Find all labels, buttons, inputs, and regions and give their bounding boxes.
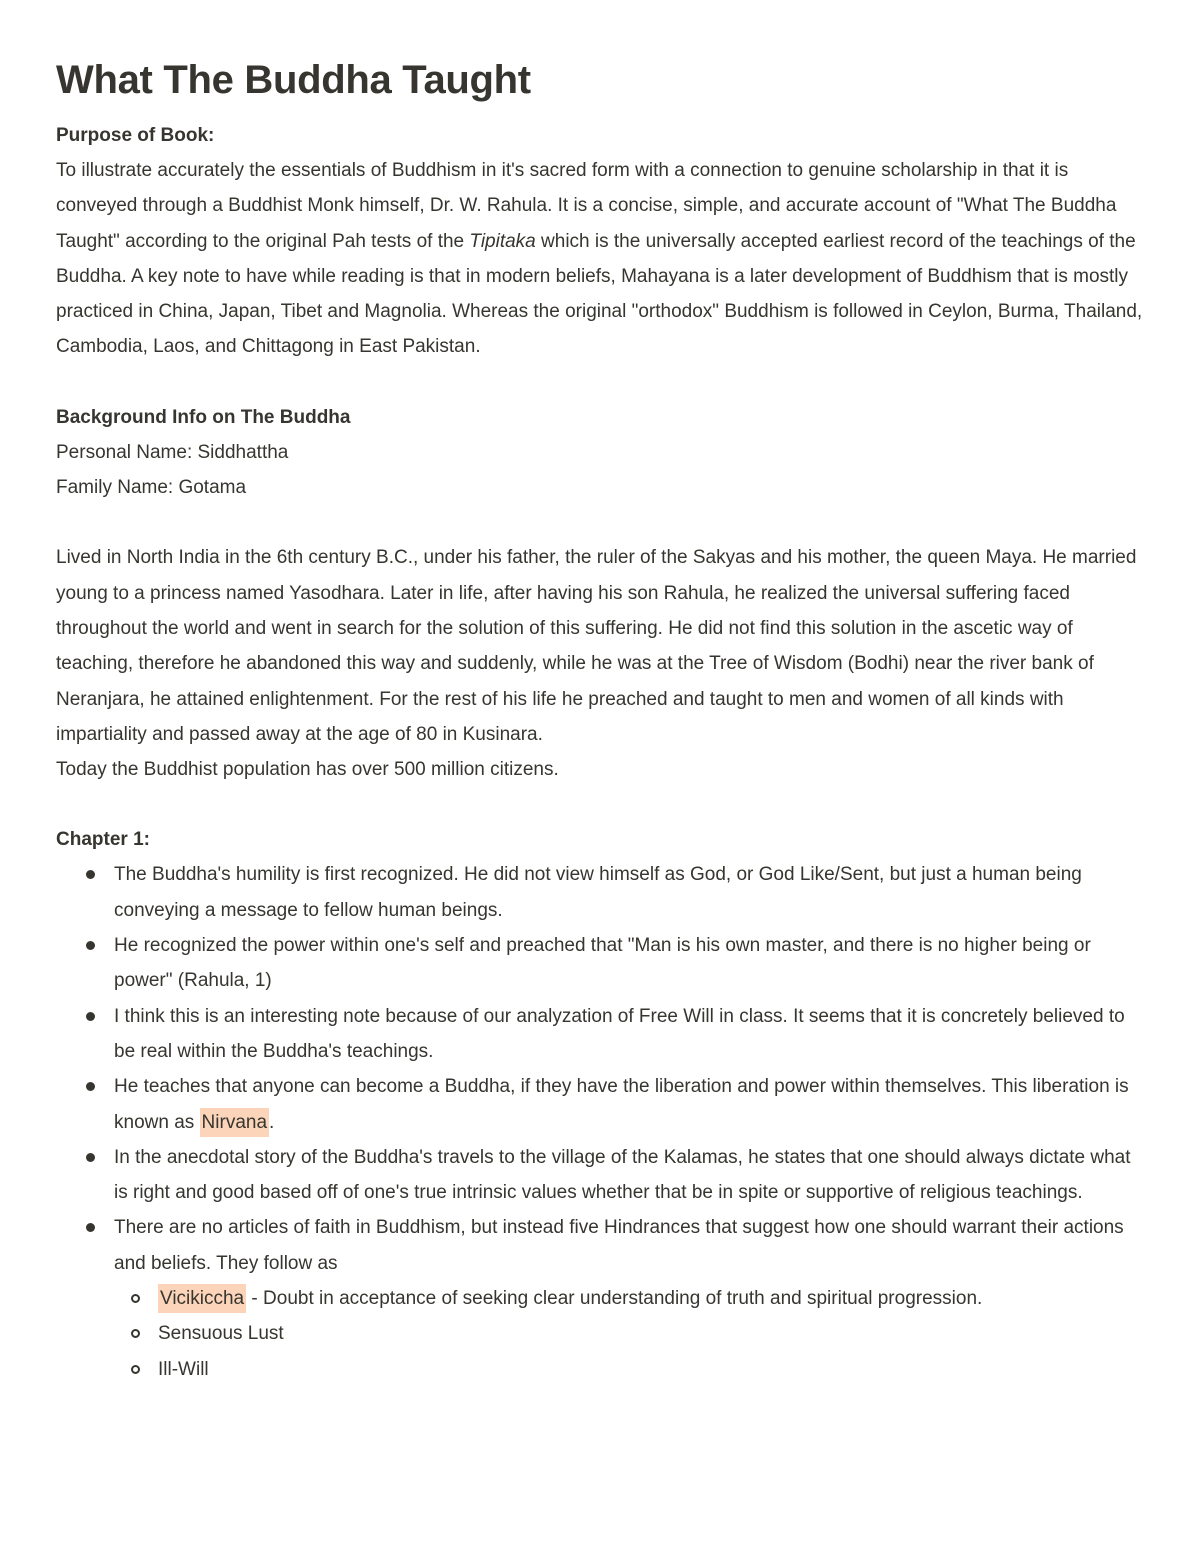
bullet-4-text: He teaches that anyone can become a Buddha, if they have the liberation and power within themselves. This liberation is known as (114, 1076, 1129, 1133)
sub-list-item: Sensuous Lust (114, 1316, 1146, 1351)
vicikiccha-text: - Doubt in acceptance of seeking clear understanding of truth and spiritual progression. (246, 1288, 983, 1310)
list-item: The Buddha's humility is first recognized. He did not view himself as God, or God Like/Sent, but just a human being conveying a message to fellow human beings. (56, 857, 1146, 928)
population-paragraph: Today the Buddhist population has over 500 million citizens. (56, 759, 559, 781)
bullet-6-text: There are no articles of faith in Buddhism, but instead five Hindrances that suggest how one should warrant their actions and beliefs. They follow as (114, 1217, 1124, 1274)
sub-list-item (114, 1281, 1146, 1316)
hindrances-list (114, 1281, 1146, 1387)
purpose-text-1: To illustrate accurately the essentials of Buddhism in it's sacred form with a connection to genuine scholarship in that it is conveyed through a Buddhist Monk himself, Dr. W. Rahula. It is a concise, simple, and accurate account of "What The Buddha Taught" according to the original Pah tests of the (56, 160, 1117, 252)
bullet-4-end: . (269, 1111, 275, 1133)
list-item: In the anecdotal story of the Buddha's travels to the village of the Kalamas, he states that one should always dictate what is right and good based off of one's true intrinsic values whether that be in spite or supportive of religious teachings. (56, 1140, 1146, 1211)
page-title: What The Buddha Taught (56, 58, 531, 102)
chapter1-list (56, 857, 1146, 1386)
purpose-heading: Purpose of Book: (56, 125, 215, 146)
list-item (56, 1210, 1146, 1386)
purpose-text-2: which is the universally accepted earliest record of the teachings of the Buddha. A key note to have while reading is that in modern beliefs, Mahayana is a later development of Buddhism that is mostly practiced in China, Japan, Tibet and Magnolia. Whereas the original "orthodox" Buddhism is followed in Ceylon, Burma, Thailand, Cambodia, Laos, and Chittagong in East Pakistan. (56, 230, 1143, 358)
chapter1-heading: Chapter 1: (56, 829, 150, 851)
tipitaka-italic: Tipitaka (469, 230, 536, 252)
list-item: He recognized the power within one's self and preached that "Man is his own master, and there is no higher being or power" (Rahula, 1) (56, 928, 1146, 999)
list-item: I think this is an interesting note because of our analyzation of Free Will in class. It seems that it is concretely believed to be real within the Buddha's teachings. (56, 999, 1146, 1070)
nirvana-highlight: Nirvana (200, 1108, 269, 1137)
family-name: Family Name: Gotama (56, 477, 247, 499)
personal-name: Personal Name: Siddhattha (56, 441, 289, 463)
life-paragraph: Lived in North India in the 6th century B.C., under his father, the ruler of the Sakyas and his mother, the queen Maya. He married young to a princess named Yasodhara. Later in life, after having his son Rahula, he realized the universal suffering faced throughout the world and went in search for the solution of this suffering. He did not find this solution in the ascetic way of teaching, therefore he abandoned this way and suddenly, while he was at the Tree of Wisdom (Bodhi) near the river bank of Neranjara, he attained enlightenment. For the rest of his life he preached and taught to men and women of all kinds with impartiality and passed away at the age of 80 in Kusinara. (56, 547, 1137, 745)
purpose-paragraph (56, 153, 1146, 365)
sub-list-item: Ill-Will (114, 1352, 1146, 1387)
document-page (56, 52, 1146, 1387)
background-heading: Background Info on The Buddha (56, 406, 351, 428)
list-item (56, 1069, 1146, 1140)
vicikiccha-highlight: Vicikiccha (158, 1284, 246, 1313)
